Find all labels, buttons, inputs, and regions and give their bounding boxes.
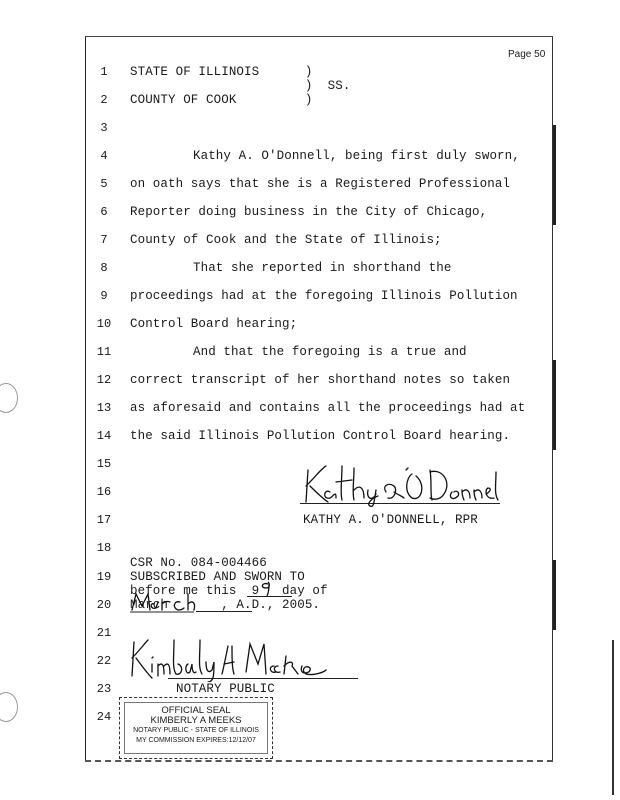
line-text: Control Board hearing; [130, 317, 298, 331]
handwritten-day [256, 578, 276, 598]
line-number: 18 [96, 541, 112, 555]
line-text: STATE OF ILLINOIS ) [130, 65, 313, 79]
line-number: 14 [96, 429, 112, 443]
line-number: 16 [96, 485, 112, 499]
line-text: proceedings had at the foregoing Illinois Pollution [130, 289, 518, 303]
scan-edge-mark [553, 560, 556, 630]
handwritten-month [130, 590, 196, 614]
line-text: COUNTY OF COOK ) [130, 93, 313, 107]
line-number: 13 [96, 401, 112, 415]
notary-public-label: NOTARY PUBLIC [176, 682, 275, 696]
line-number: 23 [96, 682, 112, 696]
line-text: And that the foregoing is a true and [193, 345, 467, 359]
line-number: 10 [96, 317, 112, 331]
seal-state: NOTARY PUBLIC - STATE OF ILLINOIS [133, 727, 259, 734]
seal-name: KIMBERLY A MEEKS [150, 715, 242, 726]
line-number: 9 [100, 289, 108, 303]
line-number: 17 [96, 513, 112, 527]
notary-signature [128, 636, 328, 682]
line-number: 19 [96, 570, 112, 584]
line-text: ) SS. [130, 79, 351, 93]
seal-text [120, 698, 272, 746]
month-blank-line [196, 611, 252, 612]
csr-number: CSR No. 084-004466 [130, 556, 267, 570]
seal-expiry: MY COMMISSION EXPIRES:12/12/07 [136, 737, 256, 744]
line-number: 6 [100, 205, 108, 219]
line-text: correct transcript of her shorthand notes so taken [130, 373, 511, 387]
line-number: 11 [96, 345, 112, 359]
punch-hole [0, 383, 18, 413]
line-text: before me this 9 day of [130, 584, 328, 598]
line-text: the said Illinois Pollution Control Board hearing. [130, 429, 511, 443]
line-number: 8 [100, 261, 108, 275]
line-number: 1 [100, 65, 108, 79]
notary-seal [119, 697, 273, 759]
line-text: That she reported in shorthand the [193, 261, 452, 275]
line-text: SUBSCRIBED AND SWORN TO [130, 570, 305, 584]
scan-edge-mark [553, 360, 556, 450]
line-number: 4 [100, 149, 108, 163]
page-number: Page 50 [508, 49, 546, 60]
line-text: Kathy A. O'Donnell, being first duly sworn, [193, 149, 520, 163]
line-text: Reporter doing business in the City of Chicago, [130, 205, 488, 219]
punch-hole [0, 692, 18, 722]
seal-title: OFFICIAL SEAL [161, 705, 231, 716]
line-text: on oath says that she is a Registered Professional [130, 177, 511, 191]
page-bottom-edge [85, 760, 553, 762]
line-number: 24 [96, 710, 112, 724]
line-number: 3 [100, 121, 108, 135]
line-text: March , A.D., 2005. [130, 598, 321, 612]
line-number: 20 [96, 598, 112, 612]
line-number: 5 [100, 177, 108, 191]
line-text: as aforesaid and contains all the proceedings had at [130, 401, 526, 415]
line-number: 15 [96, 457, 112, 471]
reporter-signature [302, 462, 502, 508]
line-number: 12 [96, 373, 112, 387]
line-text: County of Cook and the State of Illinois; [130, 233, 442, 247]
line-number: 7 [100, 233, 108, 247]
reporter-name: KATHY A. O'DONNELL, RPR [303, 513, 478, 527]
line-number: 2 [100, 93, 108, 107]
scan-edge-mark [612, 640, 614, 795]
line-number: 22 [96, 654, 112, 668]
scan-edge-mark [553, 125, 556, 225]
line-number: 21 [96, 626, 112, 640]
